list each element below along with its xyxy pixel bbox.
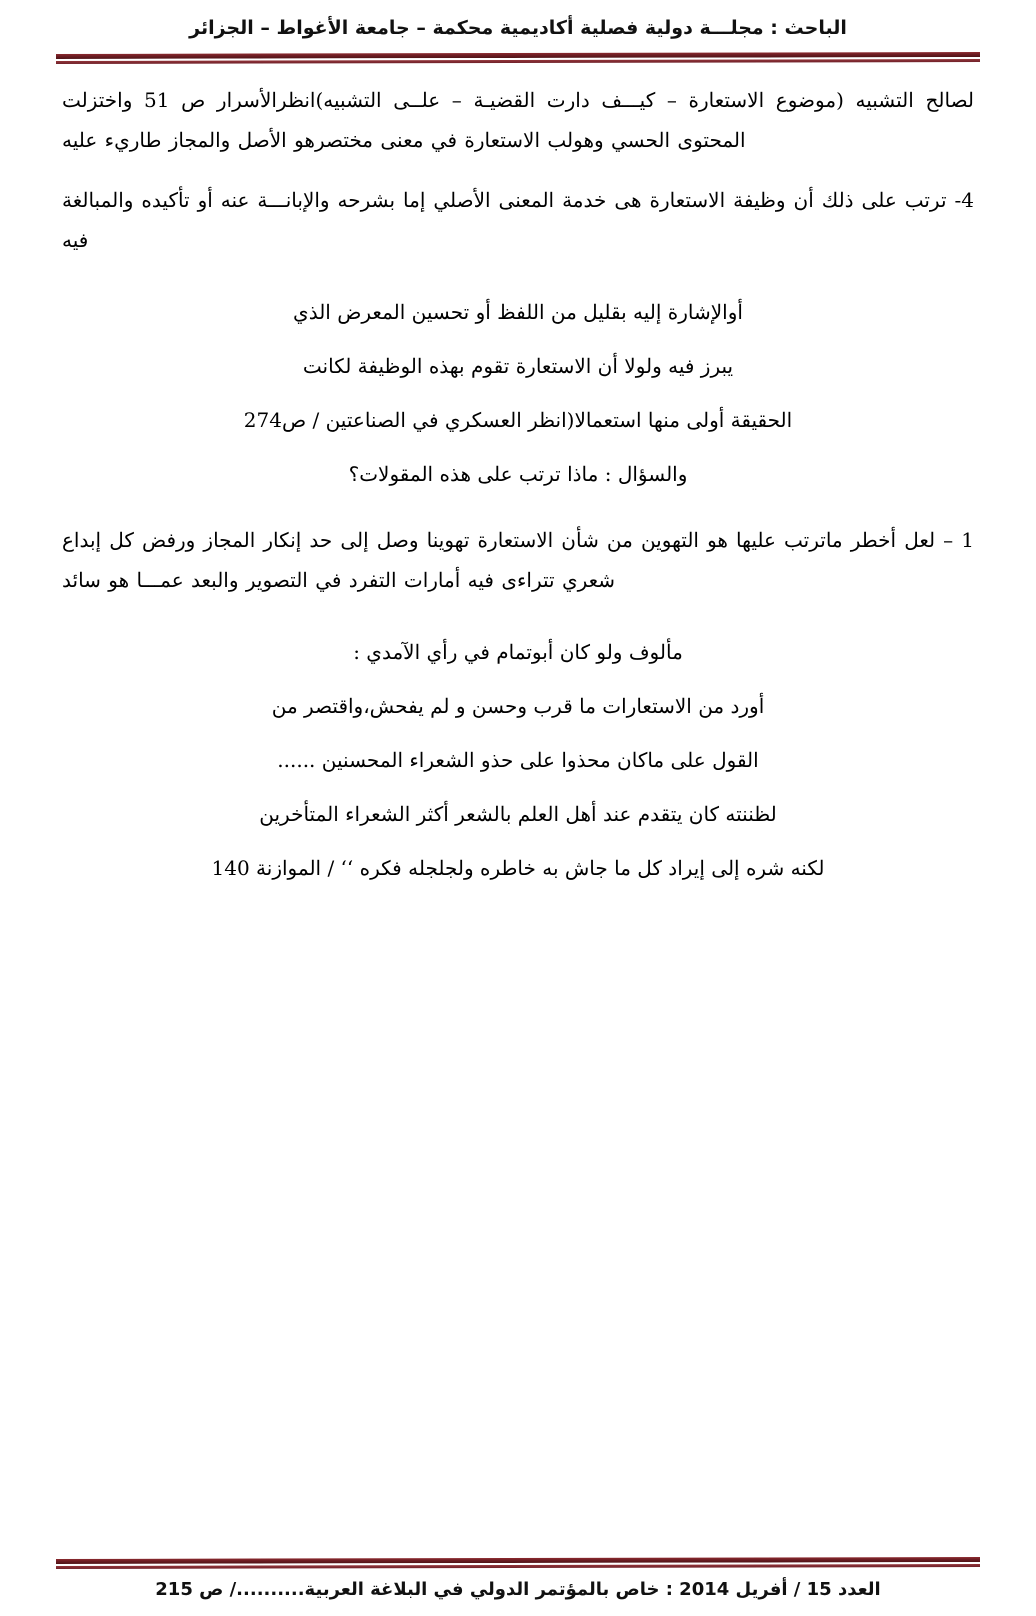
paragraph-gap: [62, 834, 974, 848]
body-line-5-reference: الحقيقة أولى منها استعمالا(انظر العسكري في الصناعتين / ص274: [243, 407, 793, 432]
body-paragraph-2: 4- ترتب على ذلك أن وظيفة الاستعارة هى خدمة المعنى الأصلي إما بشرحه والإبانـــة عنه أو تأكيده والمبالغة فيه: [62, 187, 974, 252]
quote-line-1: أورد من الاستعارات ما قرب وحسن و لم يفحش،واقتصر من: [271, 693, 765, 718]
body-line-4: يبرز فيه ولولا أن الاستعارة تقوم بهذه الوظيفة لكانت: [302, 353, 734, 378]
journal-header-text: الباحث : مجلـــة دولية فصلية أكاديمية محكمة – جامعة الأغواط – الجزائر: [189, 17, 847, 39]
footer-divider-rule: [56, 1557, 980, 1570]
paragraph-gap: [62, 494, 974, 520]
paragraph-gap: [62, 166, 974, 180]
paragraph-gap: [62, 440, 974, 454]
paragraph-gap: [62, 386, 974, 400]
page-body: [0, 64, 1036, 1555]
body-line-3: أوالإشارة إليه بقليل من اللفظ أو تحسين المعرض الذي: [293, 299, 743, 324]
quote-line-3: لظننته كان يتقدم عند أهل العلم بالشعر أكثر الشعراء المتأخرين: [259, 801, 777, 826]
body-line-8-attribution: مألوف ولو كان أبوتمام في رأي الآمدي :: [353, 639, 683, 664]
paragraph-gap: [62, 780, 974, 794]
paragraph-gap: [62, 606, 974, 632]
page-header: [0, 0, 1036, 64]
paragraph-gap: [62, 266, 974, 292]
footer-issue-text: العدد 15 / أفريل 2014 : خاص بالمؤتمر الدولي في البلاغة العربية........../ ص 215: [155, 1579, 881, 1600]
paragraph-gap: [62, 726, 974, 740]
body-line-6-question: والسؤال : ماذا ترتب على هذه المقولات؟: [348, 461, 688, 486]
body-paragraph-1: لصالح التشبيه (موضوع الاستعارة – كيـــف دارت القضيـة – علــى التشبيه)انظرالأسرار ص 51 واختزلت المحتوى الحسي وهولب الاستعارة في معنى مختصرهو الأصل والمجاز طاريء عليه: [62, 87, 975, 152]
quote-line-4-citation: لكنه شره إلى إيراد كل ما جاش به خاطره ولجلجله فكره ‘‘ / الموازنة 140: [211, 855, 825, 880]
paragraph-gap: [62, 332, 974, 346]
quote-line-2: القول على ماكان محذوا على حذو الشعراء المحسنين ......: [277, 747, 759, 772]
body-paragraph-7: 1 – لعل أخطر ماترتب عليها هو التهوين من شأن الاستعارة تهوينا وصل إلى حد إنكار المجاز ورفض كل إبداع شعري تتراءى فيه أمارات التفرد في التصوير والبعد عمـــا هو سائد: [62, 527, 974, 592]
header-divider-rule: [56, 52, 980, 65]
paragraph-gap: [62, 672, 974, 686]
page-footer: [0, 1554, 1036, 1616]
footer-rule-thin: [56, 1564, 980, 1569]
